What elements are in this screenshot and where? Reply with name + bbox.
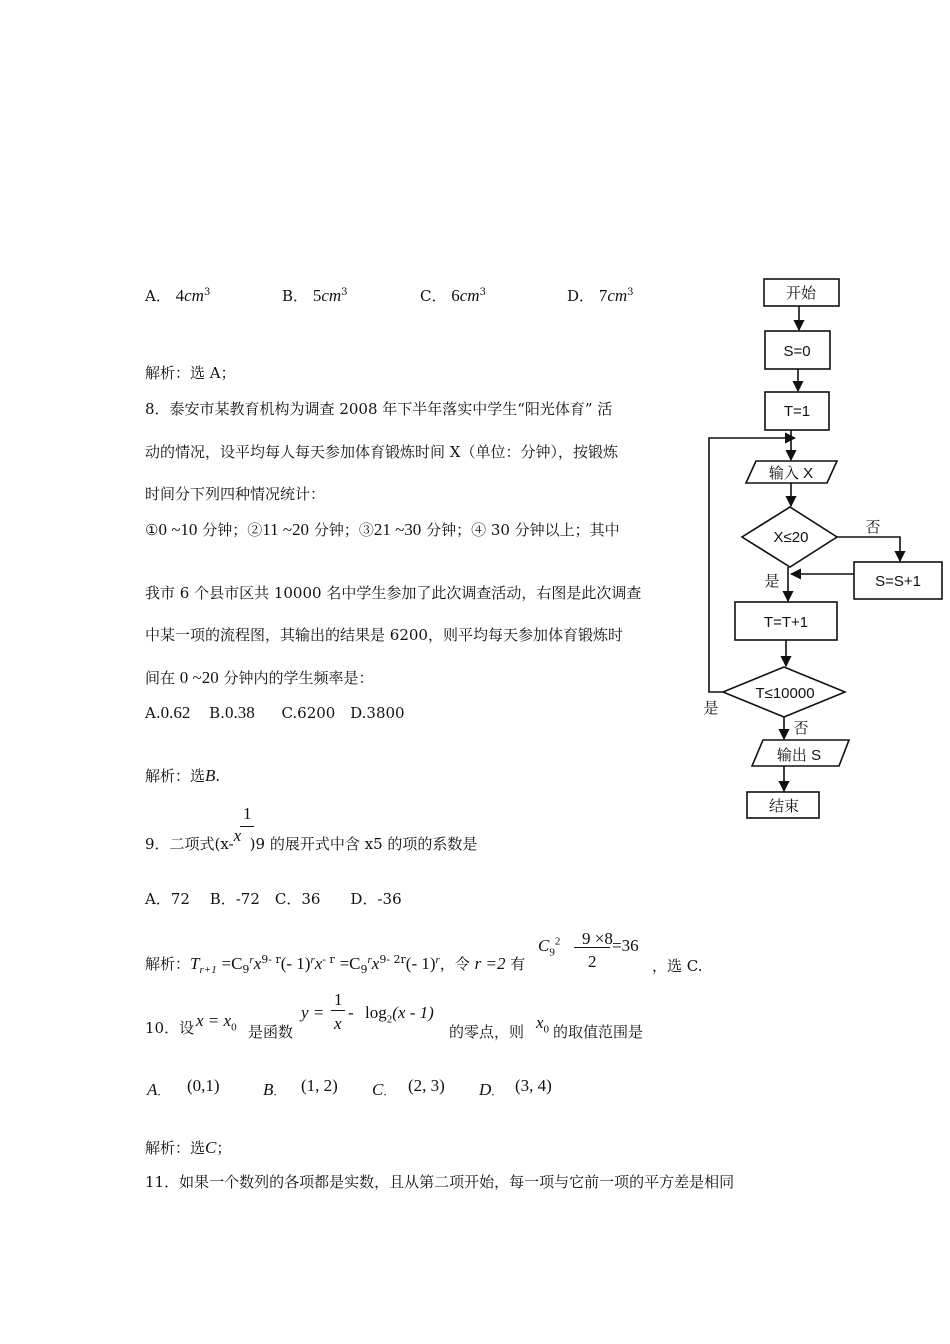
flowchart: [695, 270, 950, 830]
flow-start-label: 开始: [785, 285, 817, 302]
q9-fraction-numerator: 1: [243, 804, 252, 823]
q11-line-1: 11．如果一个数列的各项都是实数，且从第二项开始，每一项与它前一项的平方差是相同: [145, 1173, 735, 1191]
q9-answer-result: =36: [612, 936, 639, 955]
q10-option-b: B．: [263, 1080, 285, 1099]
q8-categories: ①0 ~10 分钟；②11 ~20 分钟；③21 ~30 分钟；④ 30 分钟以上；其中: [145, 520, 620, 539]
q10-frac-den: x: [334, 1014, 342, 1033]
flow-end-label: 结束: [768, 798, 800, 815]
q8-line-5: 我市 6 个县市区共 10000 名中学生参加了此次调查活动，右图是此次调查: [145, 584, 642, 602]
flow-cond2-label: T≤10000: [755, 685, 815, 702]
q10-mid: 是函数: [248, 1023, 294, 1041]
flow-output-label: 输出 S: [776, 747, 822, 764]
flow-s-inc-label: S=S+1: [875, 573, 921, 590]
q8-options: A.0.62 B.0.38 C.6200 D.3800: [145, 703, 405, 722]
q10-post1: 的零点，则: [449, 1023, 525, 1041]
q8-answer: 解析：选B.: [145, 766, 221, 785]
q10-frac-bar: [331, 1010, 345, 1011]
q9-answer-frac-num: 9 ×8: [582, 929, 613, 948]
q9-options: A．72 B．-72 C．36 D．-36: [145, 890, 402, 908]
q9-answer: 解析：$T_{r+1} =C_9^rx^{9- r}(-$ $1)^rx^{- r} =C_9^rx^{9- 2r}(-$ 1)$^r$，令 r =2 有: [145, 953, 526, 976]
q8-line-2: 动的情况，设平均每人每天参加体育锻炼时间 X（单位：分钟），按锻炼: [145, 443, 618, 461]
q7-option-c: C． $6cm^3$: [420, 286, 486, 305]
q8-line-7: 间在 0 ~20 分钟内的学生频率是：: [145, 668, 374, 687]
q8-line-3: 时间分下列四种情况统计：: [145, 485, 326, 503]
q9-answer-c: $C_9^2$: [538, 935, 561, 959]
flow-yes2-label: 是: [703, 700, 719, 717]
q9-answer-frac-bar: [574, 947, 610, 948]
q7-option-a: A． $4cm^3$: [145, 286, 211, 305]
q10-pre: 10．设: [145, 1019, 195, 1037]
q9-answer-end: ，选 C.: [652, 957, 703, 975]
q10-minus: -: [348, 1003, 354, 1022]
flow-input-label: 输入 X: [768, 465, 814, 482]
flow-s0-label: S=0: [783, 343, 811, 360]
q7-option-d: D． $7cm^3$: [567, 286, 634, 305]
flow-t1-label: T=1: [783, 403, 811, 420]
q8-line-6: 中某一项的流程图，其输出的结果是 6200，则平均每天参加体育锻炼时: [145, 626, 623, 644]
q10-option-d: D．: [479, 1080, 503, 1099]
flow-t-inc-label: T=T+1: [763, 614, 809, 631]
q10-frac-num: 1: [334, 990, 343, 1009]
q8-line-1: 8．泰安市某教育机构为调查 2008 年下半年落实中学生“阳光体育” 活: [145, 400, 613, 418]
q10-post2: 的取值范围是: [553, 1023, 644, 1041]
q7-option-b: B． $5cm^3$: [282, 286, 348, 305]
q10-option-c: C．: [372, 1080, 395, 1099]
flow-no1-label: 否: [865, 519, 881, 536]
q10-x0: $x_0$: [536, 1013, 550, 1036]
q9-answer-frac-den: 2: [588, 952, 597, 971]
q10-y-eq: y =: [301, 1003, 325, 1022]
flow-yes1-label: 是: [764, 573, 780, 590]
q7-answer: 解析：选 A；: [145, 364, 236, 382]
q10-x-eq: $x = x_0$: [196, 1011, 237, 1034]
flow-no2-label: 否: [793, 720, 809, 737]
q10-log: $\log_2(x - 1)$: [365, 1003, 434, 1026]
q10-answer: 解析：选C；: [145, 1138, 232, 1157]
flow-cond1-label: X≤20: [773, 529, 809, 546]
q10-option-a: A．: [147, 1080, 169, 1099]
q9-stem: 9．二项式(x-x )9 的展开式中含 x5 的项的系数是: [145, 826, 478, 853]
